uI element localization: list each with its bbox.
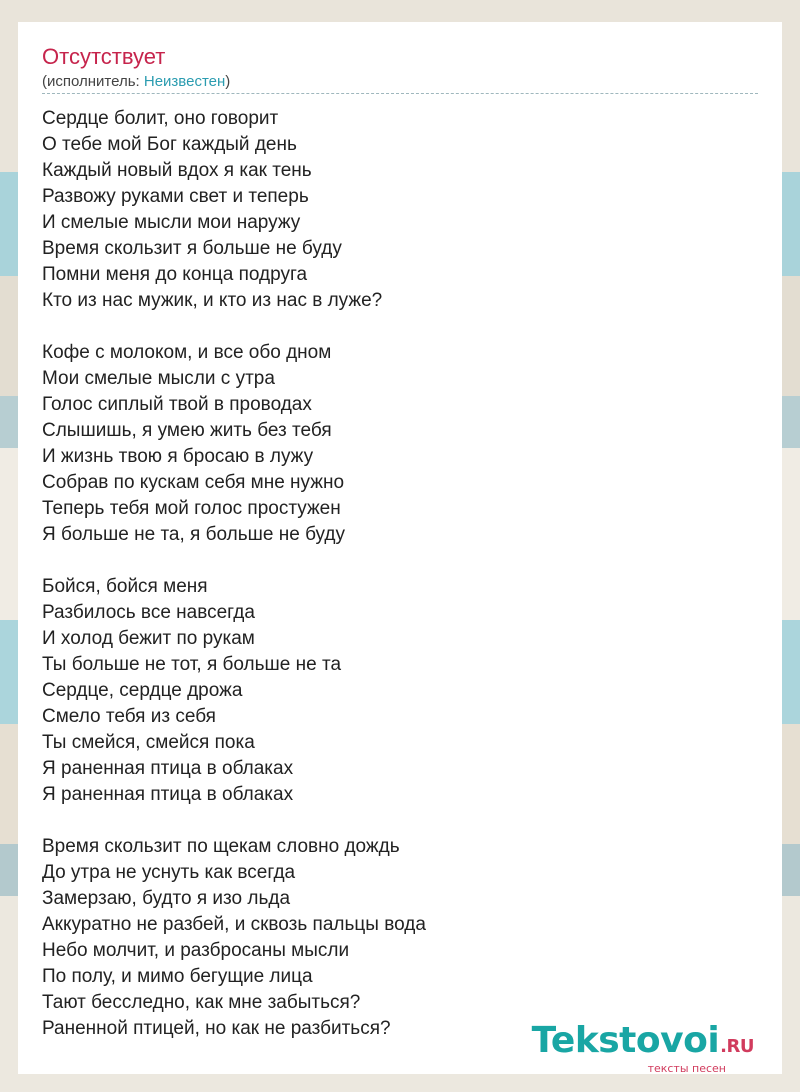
site-logo[interactable] [532, 1022, 754, 1075]
lyrics-stanza [42, 834, 758, 1042]
lyric-line: Кто из нас мужик, и кто из нас в луже? [42, 290, 383, 311]
lyric-line: Голос сиплый твой в проводах [42, 394, 312, 415]
artist-prefix: (исполнитель: [42, 73, 144, 90]
lyrics-stanza [42, 106, 758, 314]
lyrics-card [18, 22, 782, 1074]
lyric-line: Ты больше не тот, я больше не та [42, 654, 342, 675]
lyric-line: Собрав по кускам себя мне нужно [42, 472, 345, 493]
lyric-line: Я раненная птица в облаках [42, 784, 294, 805]
lyric-line: Небо молчит, и разбросаны мысли [42, 940, 350, 961]
logo-main-text: Tekstovoi [531, 1020, 720, 1061]
lyric-line: Ты смейся, смейся пока [42, 732, 255, 753]
lyric-line: Время скользит по щекам словно дождь [42, 836, 400, 857]
lyric-line: Мои смелые мысли с утра [42, 368, 275, 389]
artist-suffix: ) [225, 73, 231, 90]
logo-tld: .RU [720, 1036, 754, 1057]
song-title: Отсутствует [42, 44, 166, 69]
lyric-line: И жизнь твою я бросаю в лужу [42, 446, 314, 467]
lyrics-stanza [42, 574, 758, 808]
lyric-line: Теперь тебя мой голос простужен [42, 498, 341, 519]
lyric-line: Я больше не та, я больше не буду [42, 524, 345, 545]
logo-tagline: тексты песен [647, 1062, 726, 1075]
lyric-line: Тают бесследно, как мне забыться? [42, 992, 361, 1013]
lyric-line: Кофе с молоком, и все обо дном [42, 342, 332, 363]
title-divider [42, 93, 758, 94]
lyric-line: Разбилось все навсегда [42, 602, 255, 623]
lyric-line: Раненной птицей, но как не разбиться? [42, 1018, 391, 1039]
lyrics-stanza [42, 340, 758, 548]
lyric-line: По полу, и мимо бегущие лица [42, 966, 313, 987]
lyric-line: Время скользит я больше не буду [42, 238, 342, 259]
lyrics-text [42, 106, 758, 1042]
lyric-line: Бойся, бойся меня [42, 576, 208, 597]
lyric-line: О тебе мой Бог каждый день [42, 134, 297, 155]
lyric-line: Сердце, сердце дрожа [42, 680, 243, 701]
lyric-line: Помни меня до конца подруга [42, 264, 308, 285]
lyric-line: И холод бежит по рукам [42, 628, 255, 649]
logo-wordmark [532, 1022, 754, 1066]
lyric-line: Замерзаю, будто я изо льда [42, 888, 291, 909]
lyric-line: Я раненная птица в облаках [42, 758, 294, 779]
lyric-line: Сердце болит, оно говорит [42, 108, 279, 129]
lyric-line: Развожу руками свет и теперь [42, 186, 309, 207]
artist-line [42, 73, 230, 91]
lyric-line: Каждый новый вдох я как тень [42, 160, 312, 181]
lyric-line: До утра не уснуть как всегда [42, 862, 296, 883]
artist-link[interactable]: Неизвестен [143, 73, 226, 90]
lyric-line: Смело тебя из себя [42, 706, 216, 727]
lyric-line: И смелые мысли мои наружу [42, 212, 301, 233]
lyric-line: Аккуратно не разбей, и сквозь пальцы вода [42, 914, 426, 935]
lyric-line: Слышишь, я умею жить без тебя [42, 420, 332, 441]
